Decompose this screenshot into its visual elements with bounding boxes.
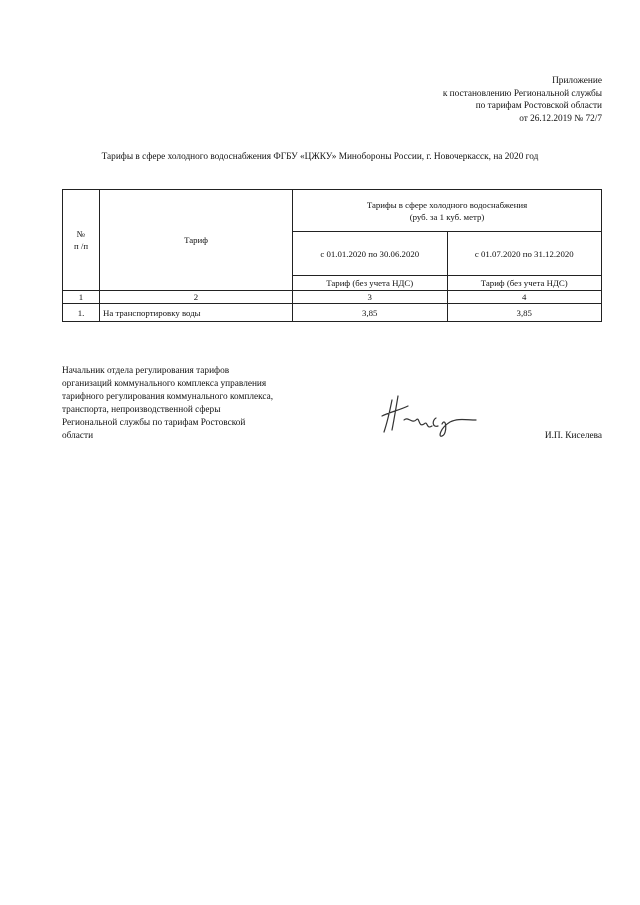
- position-line: тарифного регулирования коммунального комплекса,: [62, 392, 274, 402]
- signer-name: И.П. Киселева: [544, 431, 602, 441]
- position-line: транспорта, непроизводственной сферы: [62, 405, 221, 415]
- table-row: [63, 304, 602, 322]
- signatory-position: [62, 365, 273, 443]
- header-tariff-group: Тарифы в сфере холодного водоснабжения (руб. за 1 куб. метр): [293, 190, 602, 232]
- appendix-line: по тарифам Ростовской области: [475, 101, 602, 111]
- appendix-line: к постановлению Региональной службы: [442, 88, 602, 99]
- row-number: 1.: [63, 304, 100, 322]
- index-cell: 4: [447, 291, 602, 304]
- document-title: Тарифы в сфере холодного водоснабжения ФГБУ «ЦЖКУ» Минобороны России, г. Новочеркасск, на 2020 год: [101, 152, 539, 162]
- header-number: № п /п: [63, 190, 100, 291]
- index-cell: 3: [293, 291, 448, 304]
- handwritten-signature: [378, 390, 478, 440]
- appendix-header: [443, 75, 602, 125]
- header-vat-1: Тариф (без учета НДС): [293, 276, 448, 291]
- header-tariff: Тариф: [100, 190, 293, 291]
- appendix-line: Приложение: [552, 76, 602, 86]
- appendix-line: от 26.12.2019 № 72/7: [519, 113, 602, 124]
- position-line: организаций коммунального комплекса управления: [62, 379, 267, 389]
- position-line: области: [62, 431, 94, 441]
- row-value-1: 3,85: [293, 304, 448, 322]
- position-line: Начальник отдела регулирования тарифов: [62, 366, 230, 376]
- header-period-2: с 01.07.2020 по 31.12.2020: [447, 232, 602, 276]
- row-tariff-name: На транспортировку воды: [100, 304, 293, 322]
- index-row: [63, 291, 602, 304]
- header-period-1: с 01.01.2020 по 30.06.2020: [293, 232, 448, 276]
- position-line: Региональной службы по тарифам Ростовской: [62, 418, 246, 428]
- row-value-2: 3,85: [447, 304, 602, 322]
- header-vat-2: Тариф (без учета НДС): [447, 276, 602, 291]
- index-cell: 1: [63, 291, 100, 304]
- index-cell: 2: [100, 291, 293, 304]
- tariff-table: [62, 189, 602, 322]
